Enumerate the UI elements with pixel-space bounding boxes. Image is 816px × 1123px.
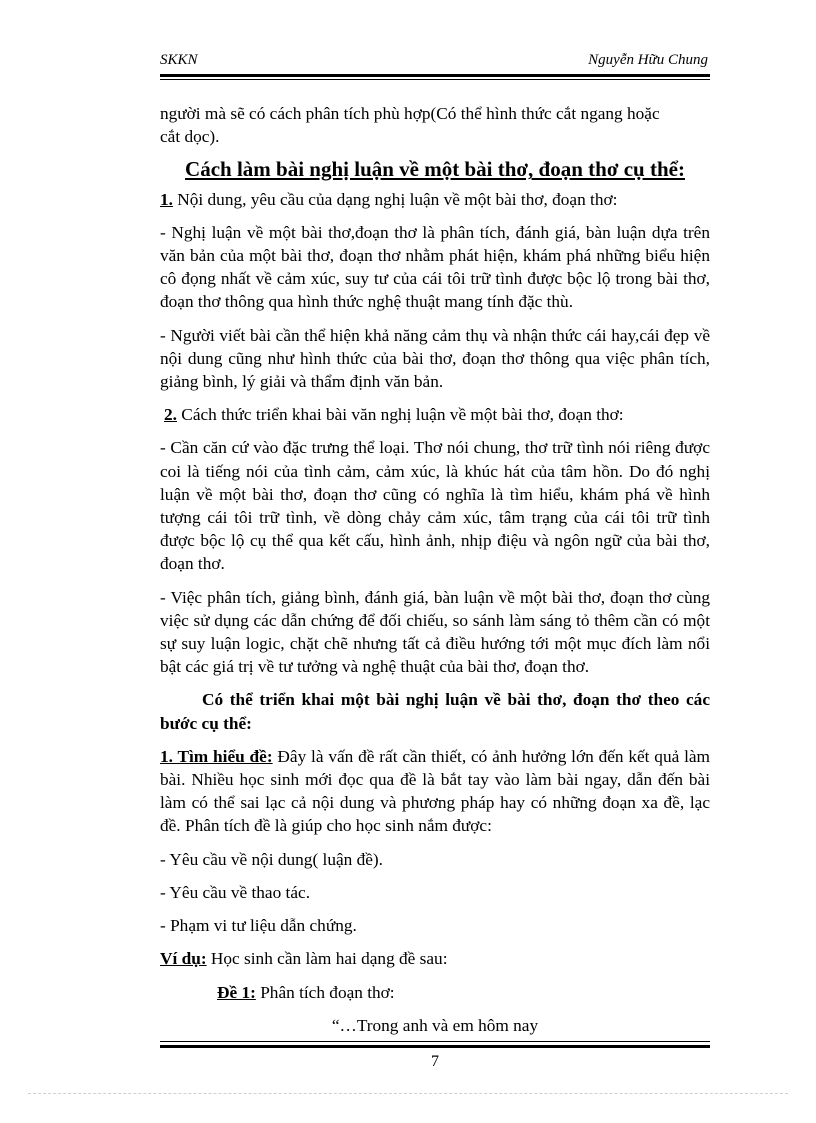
intro-line-2: cắt dọc).	[160, 127, 220, 147]
example-line	[160, 947, 710, 970]
paragraph-2: - Người viết bài cần thể hiện khả năng cảm thụ và nhận thức cái hay,cái đẹp về nội dung cũng như hình thức của bài thơ, đoạn thơ thông qua việc phân tích, giảng bình, lý giải và thẩm định văn bản.	[160, 325, 710, 392]
header-rule-thin	[160, 79, 710, 80]
de-1-text: Phân tích đoạn thơ:	[255, 982, 395, 1002]
item-1-heading	[160, 188, 710, 211]
footer-rule-thick	[160, 1045, 710, 1048]
steps-heading: Có thể triển khai một bài nghị luận về bài thơ, đoạn thơ theo các bước cụ thể:	[160, 690, 710, 733]
item-2-text: Cách thức triển khai bài văn nghị luận về một bài thơ, đoạn thơ:	[176, 405, 624, 425]
footer-rule-thin	[160, 1041, 710, 1042]
bullet-content: - Yêu cầu về nội dung( luận đề).	[160, 849, 383, 869]
bullet-operation: - Yêu cầu về thao tác.	[160, 882, 311, 902]
header-rule-thick	[160, 74, 710, 77]
page-bottom-dotted-border	[28, 1093, 788, 1094]
step-1-label: 1. Tìm hiểu đề:	[160, 746, 273, 766]
item-2-heading	[160, 403, 710, 426]
bullet-evidence: - Phạm vi tư liệu dẫn chứng.	[160, 916, 357, 936]
page-number: 7	[431, 1053, 439, 1070]
step-1-text: Đây là vấn đề rất cần thiết, có ảnh hưởng lớn đến kết quả làm bài. Nhiều học sinh mới đọc qua đề là bắt tay vào làm bài ngay, dẫn đến bài làm có thể sai lạc cả nội dung và phương pháp hay có những đoạn xa đề, lạc đề. Phân tích đề là giúp cho học sinh nắm được:	[160, 746, 710, 836]
example-label: Ví dụ:	[160, 949, 207, 969]
header-right-author: Nguyễn Hữu Chung	[588, 52, 708, 68]
item-1-text: Nội dung, yêu cầu của dạng nghị luận về một bài thơ, đoạn thơ:	[172, 189, 618, 209]
item-2-number: 2.	[164, 405, 177, 425]
example-text: Học sinh cần làm hai dạng đề sau:	[206, 949, 448, 969]
item-1-number: 1.	[160, 189, 173, 209]
de-1-label: Đề 1:	[217, 982, 256, 1002]
intro-line-1: người mà sẽ có cách phân tích phù hợp(Có thể hình thức cắt ngang hoặc	[160, 104, 660, 123]
step-1-paragraph	[160, 745, 710, 838]
section-title: Cách làm bài nghị luận về một bài thơ, đoạn thơ cụ thể:	[185, 157, 685, 182]
header-left: SKKN	[160, 52, 198, 68]
poem-quote-line: “…Trong anh và em hôm nay	[331, 1015, 539, 1035]
paragraph-4: - Việc phân tích, giảng bình, đánh giá, bàn luận về một bài thơ, đoạn thơ cùng việc sử dụng các dẫn chứng để đối chiếu, so sánh làm sáng tỏ thêm cần có một sự suy luận logic, chặt chẽ nhưng tất cả điều hướng tới một mục đích làm nổi bật các giá trị về tư tưởng và nghệ thuật của bài thơ, đoạn thơ.	[160, 587, 710, 677]
document-body	[160, 102, 710, 1037]
de-1-line	[160, 981, 710, 1004]
paragraph-1: - Nghị luận về một bài thơ,đoạn thơ là phân tích, đánh giá, bàn luận dựa trên văn bản của một bài thơ, đoạn thơ nhằm phát hiện, khám phá những biểu hiện cô đọng nhất về cảm xúc, suy tư của cái tôi trữ tình được bộc lộ trong bài thơ, đoạn thơ thông qua hình thức nghệ thuật mang tính đặc thù.	[160, 222, 710, 312]
paragraph-3: - Cần căn cứ vào đặc trưng thể loại. Thơ nói chung, thơ trữ tình nói riêng được coi là tiếng nói của tình cảm, cảm xúc, là khúc hát của tâm hồn. Do đó nghị luận về một bài thơ, đoạn thơ cũng có nghĩa là tìm hiểu, khám phá về hình tượng cái tôi trữ tình, về dòng chảy cảm xúc, tâm trạng của cái tôi trữ tình được bộc lộ cụ thể qua kết cấu, hình ảnh, nhịp điệu và ngôn ngữ của bài thơ, đoạn thơ.	[160, 438, 710, 574]
